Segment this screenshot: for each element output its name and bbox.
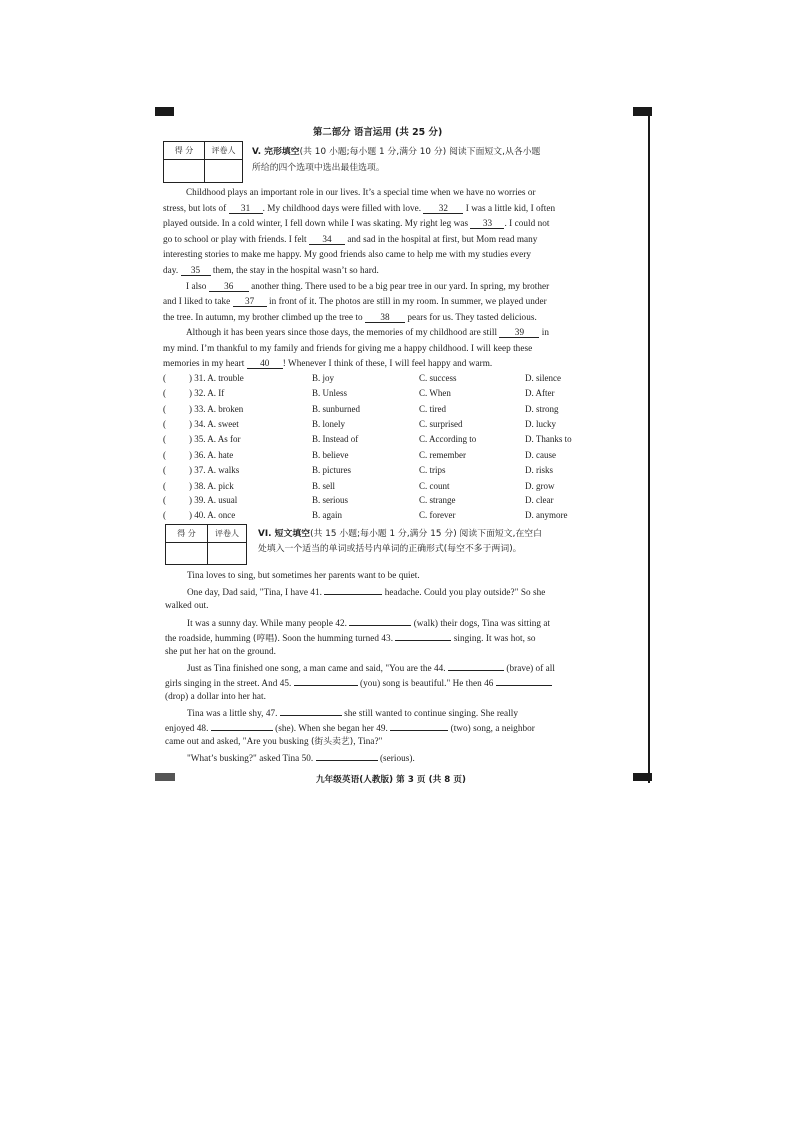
story-line-9: (drop) a dollar into her hat. — [165, 691, 266, 701]
answer-paren[interactable]: ( — [163, 510, 166, 520]
answer-paren[interactable]: ( — [163, 404, 166, 414]
blank-44[interactable] — [448, 661, 504, 671]
story-line-4: It was a sunny day. While many people 42. (walk) their dogs, Tina was sitting at — [187, 618, 551, 628]
option-d: D. grow — [525, 481, 555, 491]
story-line-13: "What’s busking?" asked Tina 50. (serious). — [187, 753, 415, 763]
part-heading: 第二部分 语言运用 (共 25 分) — [313, 127, 443, 138]
option-d: D. anymore — [525, 510, 568, 520]
option-c: C. tired — [419, 404, 446, 414]
blank-46[interactable] — [496, 676, 552, 686]
passage-line-8: and I liked to take 37 in front of it. The photos are still in my room. In summer, we played under — [163, 296, 547, 306]
blank-40[interactable]: 40 — [247, 358, 283, 369]
passage-line-6: day. 35 them, the stay in the hospital wasn’t so hard. — [163, 265, 379, 275]
blank-49[interactable] — [390, 721, 448, 731]
option-c: C. success — [419, 373, 457, 383]
passage-line-3: played outside. In a cold winter, I fell down while I was skating. My right leg was 33 . I could not — [163, 218, 550, 228]
answer-paren[interactable]: ( — [163, 481, 166, 491]
option-b: B. Instead of — [312, 434, 359, 444]
blank-50[interactable] — [316, 751, 378, 761]
blank-33[interactable]: 33 — [470, 218, 504, 229]
blank-35[interactable]: 35 — [181, 265, 211, 276]
option-d: D. silence — [525, 373, 561, 383]
story-line-6: she put her hat on the ground. — [165, 646, 276, 656]
option-c: C. strange — [419, 495, 456, 505]
blank-43[interactable] — [395, 631, 451, 641]
blank-39[interactable]: 39 — [499, 327, 539, 338]
option-b: B. lonely — [312, 419, 345, 429]
registration-mark-top-left — [155, 107, 174, 116]
option-b: B. again — [312, 510, 342, 520]
section-6-instruction-2: 处填入一个适当的单词或括号内单词的正确形式(每空不多于两词)。 — [258, 544, 522, 554]
score-cell[interactable] — [166, 543, 208, 565]
option-a: ) 34. A. sweet — [189, 419, 239, 429]
option-d: D. cause — [525, 450, 556, 460]
option-b: B. serious — [312, 495, 348, 505]
grader-label: 评卷人 — [205, 142, 243, 160]
blank-32[interactable]: 32 — [423, 203, 463, 214]
blank-48[interactable] — [211, 721, 273, 731]
answer-paren[interactable]: ( — [163, 465, 166, 475]
score-label: 得 分 — [166, 525, 208, 543]
story-line-12: came out and asked, "Are you busking (街头卖艺), Tina?" — [165, 736, 383, 747]
blank-47[interactable] — [280, 706, 342, 716]
option-d: D. clear — [525, 495, 554, 505]
option-a: ) 31. A. trouble — [189, 373, 244, 383]
section-5-instruction-1: (共 10 小题;每小题 1 分,满分 10 分) 阅读下面短文,从各小题 — [299, 147, 541, 157]
option-a: ) 32. A. If — [189, 388, 225, 398]
option-b: B. joy — [312, 373, 335, 383]
option-d: D. Thanks to — [525, 434, 572, 444]
story-line-5: the roadside, humming (哼唱). Soon the humming turned 43. singing. It was hot, so — [165, 633, 536, 644]
option-d: D. After — [525, 388, 555, 398]
option-b: B. Unless — [312, 388, 348, 398]
blank-36[interactable]: 36 — [209, 281, 249, 292]
section-5-instruction-2: 所给的四个选项中选出最佳选项。 — [252, 163, 385, 173]
passage-line-5: interesting stories to make me happy. My good friends also came to help me with my studies every — [163, 249, 532, 259]
option-a: ) 39. A. usual — [189, 495, 238, 505]
blank-45[interactable] — [294, 676, 358, 686]
blank-42[interactable] — [349, 616, 411, 626]
passage-line-4: go to school or play with friends. I felt 34 and sad in the hospital at first, but Mom read many — [163, 234, 538, 244]
grader-label: 评卷人 — [208, 525, 247, 543]
story-line-2: One day, Dad said, "Tina, I have 41. headache. Could you play outside?" So she — [187, 587, 546, 597]
option-a: ) 38. A. pick — [189, 481, 234, 491]
section-5-heading — [252, 147, 540, 158]
option-c: C. surprised — [419, 419, 463, 429]
grader-cell[interactable] — [208, 543, 247, 565]
story-line-7: Just as Tina finished one song, a man came and said, "You are the 44. (brave) of all — [187, 663, 555, 673]
option-a: ) 40. A. once — [189, 510, 236, 520]
option-a: ) 37. A. walks — [189, 465, 240, 475]
passage-line-12: memories in my heart 40 ! Whenever I think of these, I will feel happy and warm. — [163, 358, 493, 368]
blank-37[interactable]: 37 — [233, 296, 267, 307]
passage-line-1: Childhood plays an important role in our lives. It’s a special time when we have no worries or — [186, 187, 536, 197]
story-line-11: enjoyed 48. (she). When she began her 49. (two) song, a neighbor — [165, 723, 535, 733]
registration-mark-bottom-right — [633, 773, 652, 781]
blank-34[interactable]: 34 — [309, 234, 345, 245]
option-c: C. forever — [419, 510, 456, 520]
answer-paren[interactable]: ( — [163, 373, 166, 383]
score-label: 得 分 — [164, 142, 205, 160]
answer-paren[interactable]: ( — [163, 388, 166, 398]
option-b: B. believe — [312, 450, 349, 460]
score-table-section-6 — [165, 524, 247, 565]
option-a: ) 36. A. hate — [189, 450, 234, 460]
option-c: C. trips — [419, 465, 446, 475]
option-a: ) 35. A. As for — [189, 434, 241, 444]
section-6-instruction-1: (共 15 小题;每小题 1 分,满分 15 分) 阅读下面短文,在空白 — [310, 529, 542, 539]
grader-cell[interactable] — [205, 160, 243, 183]
passage-line-2: stress, but lots of 31 . My childhood days were filled with love. 32 I was a little kid, I often — [163, 203, 556, 213]
answer-paren[interactable]: ( — [163, 495, 166, 505]
passage-line-7: I also 36 another thing. There used to be a big pear tree in our yard. In spring, my brother — [186, 281, 550, 291]
blank-31[interactable]: 31 — [229, 203, 263, 214]
option-c: C. According to — [419, 434, 477, 444]
story-line-3: walked out. — [165, 600, 209, 610]
registration-mark-bottom-left — [155, 773, 175, 781]
registration-mark-right-edge — [648, 115, 650, 783]
score-table-section-5 — [163, 141, 243, 183]
option-b: B. sell — [312, 481, 336, 491]
answer-paren[interactable]: ( — [163, 450, 166, 460]
passage-line-11: my mind. I’m thankful to my family and friends for giving me a happy childhood. I will keep these — [163, 343, 533, 353]
section-5-title: V. 完形填空 — [252, 147, 300, 157]
option-c: C. remember — [419, 450, 466, 460]
option-c: C. When — [419, 388, 451, 398]
score-cell[interactable] — [164, 160, 205, 183]
page-footer: 九年级英语(人教版) 第 3 页 (共 8 页) — [316, 775, 466, 785]
story-line-10: Tina was a little shy, 47. she still wanted to continue singing. She really — [187, 708, 519, 718]
option-a: ) 33. A. broken — [189, 404, 244, 414]
option-d: D. risks — [525, 465, 554, 475]
story-line-8: girls singing in the street. And 45. (you) song is beautiful." He then 46 — [165, 676, 552, 689]
answer-paren[interactable]: ( — [163, 419, 166, 429]
section-6-title: VI. 短文填空 — [258, 529, 311, 539]
passage-line-9: the tree. In autumn, my brother climbed up the tree to 38 pears for us. They tasted delicious. — [163, 312, 537, 322]
section-6-heading — [258, 529, 542, 540]
passage-line-10: Although it has been years since those days, the memories of my childhood are still 39 in — [186, 327, 550, 337]
option-c: C. count — [419, 481, 450, 491]
option-b: B. sunburned — [312, 404, 360, 414]
option-b: B. pictures — [312, 465, 351, 475]
option-d: D. lucky — [525, 419, 556, 429]
blank-41[interactable] — [324, 585, 382, 595]
option-d: D. strong — [525, 404, 559, 414]
answer-paren[interactable]: ( — [163, 434, 166, 444]
blank-38[interactable]: 38 — [365, 312, 405, 323]
story-line-1: Tina loves to sing, but sometimes her parents want to be quiet. — [187, 570, 420, 580]
